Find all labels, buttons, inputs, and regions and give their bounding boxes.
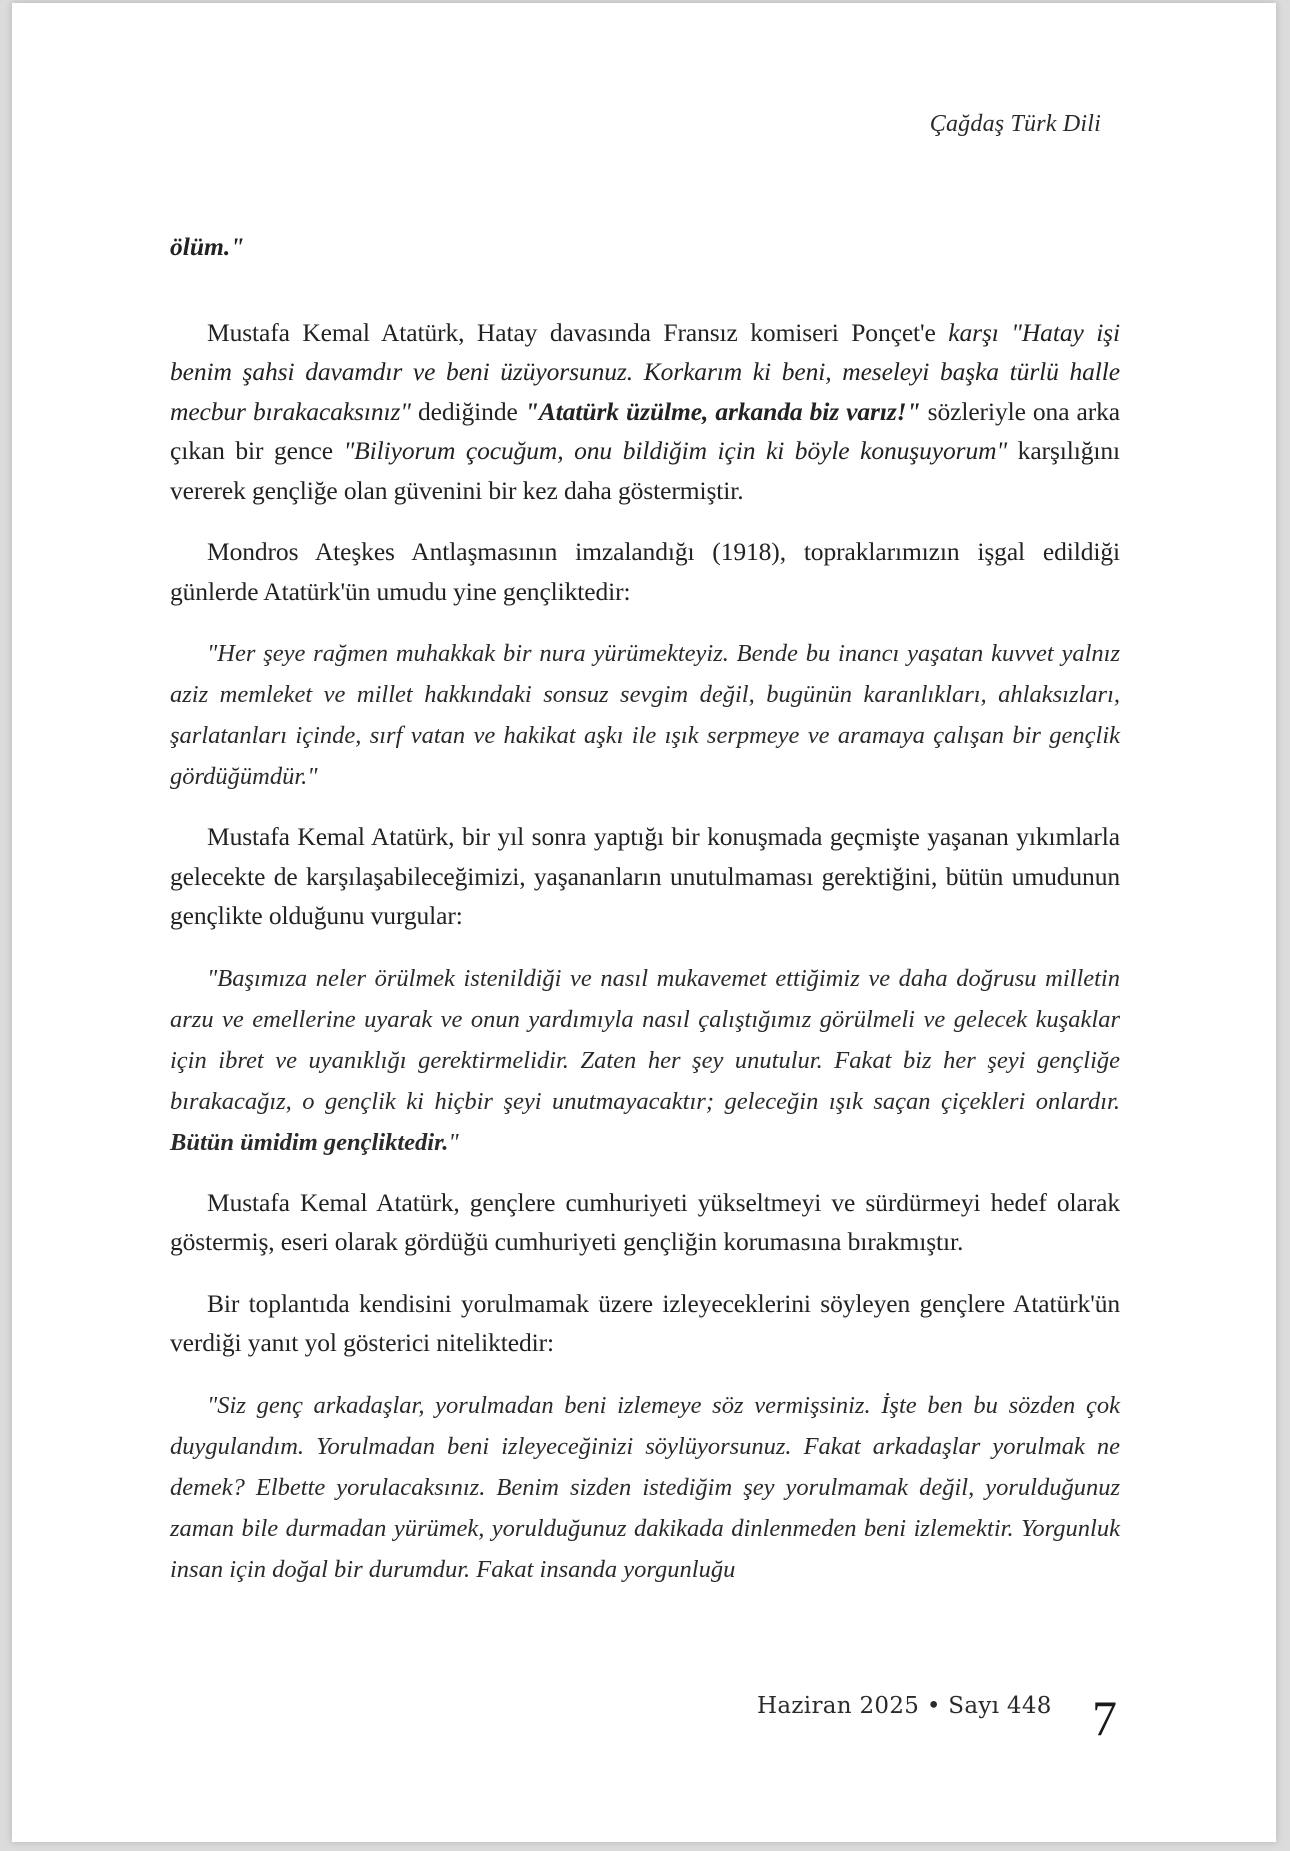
running-header-title: Çağdaş Türk Dili (929, 111, 1101, 137)
paragraph-hatay (170, 313, 1120, 511)
paragraph-cumhuriyet: Mustafa Kemal Atatürk, gençlere cumhuriyeti yükseltmeyi ve sürdürmeyi hedef olarak göstermiş, eseri olarak gördüğü cumhuriyeti gençliğin korumasına bırakmıştır. (170, 1187, 1120, 1256)
continued-quote-fragment: ölüm." (170, 232, 245, 261)
text-run: " (448, 1128, 459, 1156)
text-run: "Başımıza neler örülmek istenildiği ve nasıl mukavemet ettiğimiz ve daha doğrusu milletin arzu ve emellerine uyarak ve onun yardımıyla nasıl çalıştığımız görülmeli ve gelecek kuşaklar için ibret ve uyanıklığı gerektirmelidir. Zaten her şey unutulur. Fakat biz her şeyi gençliğe bırakacağız, o gençlik ki hiçbir şeyi unutmayacaktır; geleceğin ışık saçan çiçekleri onlardır. (170, 964, 1120, 1115)
block-quote-nura: "Her şeye rağmen muhakkak bir nura yürümekteyiz. Bende bu inancı yaşatan kuvvet yalnız aziz memleket ve millet hakkındaki sonsuz sevgim değil, bugünün karanlıkları, ahlaksızları, şarlatanları içinde, sırf vatan ve hakikat aşkı ile ışık serpmeye ve aramaya çalışan bir gençlik gördüğümdür." (170, 640, 1120, 790)
page-number: 7 (1092, 1690, 1117, 1746)
paragraph-toplanti: Bir toplantıda kendisini yorulmamak üzere izleyeceklerini söyleyen gençlere Atatürk'ün verdiği yanıt yol gösterici niteliktedir: (170, 1288, 1120, 1357)
paragraph-mondros: Mondros Ateşkes Antlaşmasının imzalandığı (1918), topraklarımızın işgal edildiği günlerde Atatürk'ün umudu yine gençliktedir: (170, 537, 1120, 606)
text-run: Mustafa Kemal Atatürk, Hatay davasında Fransız komiseri Ponçet'e (207, 317, 949, 347)
text-run: sözleriyle ona arka çıkan bir gence (170, 396, 1120, 465)
bold-quote-umit: Bütün ümidim gençliktedir. (170, 1128, 449, 1156)
paragraph-speech: Mustafa Kemal Atatürk, bir yıl sonra yaptığı bir konuşmada geçmişte yaşanan yıkımlarla gelecekte de karşılaşabileceğimizi, yaşananların unutulmaması gerektiğini, bütün umudunun gençlikte olduğunu vurgular: (170, 822, 1120, 930)
bold-quote-youth: "Atatürk üzülme, arkanda biz varız!" (524, 396, 921, 426)
block-quote-gençlik (170, 958, 1120, 1163)
footer-issue-info: Haziran 2025 • Sayı 448 (757, 1693, 1052, 1719)
text-run: dediğinde (410, 396, 525, 426)
italic-quote-ataturk: karşı "Hatay işi benim şahsi davamdır ve beni üzüyorsunuz. Korkarım ki beni, meseleyi başka türlü halle mecbur bırakacaksınız" (170, 317, 1120, 426)
italic-quote-reply: "Biliyorum çocuğum, onu bildiğim için ki böyle konuşuyorum" (343, 436, 1008, 465)
article-body (170, 227, 1120, 1610)
document-page (12, 3, 1276, 1842)
text-run: karşılığını vererek gençliğe olan güvenini bir kez daha göstermiştir. (170, 436, 1120, 505)
block-quote-yorulmak: "Siz genç arkadaşlar, yorulmadan beni izlemeye söz vermişsiniz. İşte ben bu sözden çok duygulandım. Yorulmadan beni izleyeceğinizi söylüyorsunuz. Fakat arkadaşlar yorulmak ne demek? Elbette yorulacaksınız. Benim sizden istediğim şey yorulmamak değil, yorulduğunuz zaman bile durmadan yürümek, yorulduğunuz dakikada dinlenmeden beni izlemektir. Yorgunluk insan için doğal bir durumdur. Fakat insanda yorgunluğu (170, 1391, 1120, 1583)
